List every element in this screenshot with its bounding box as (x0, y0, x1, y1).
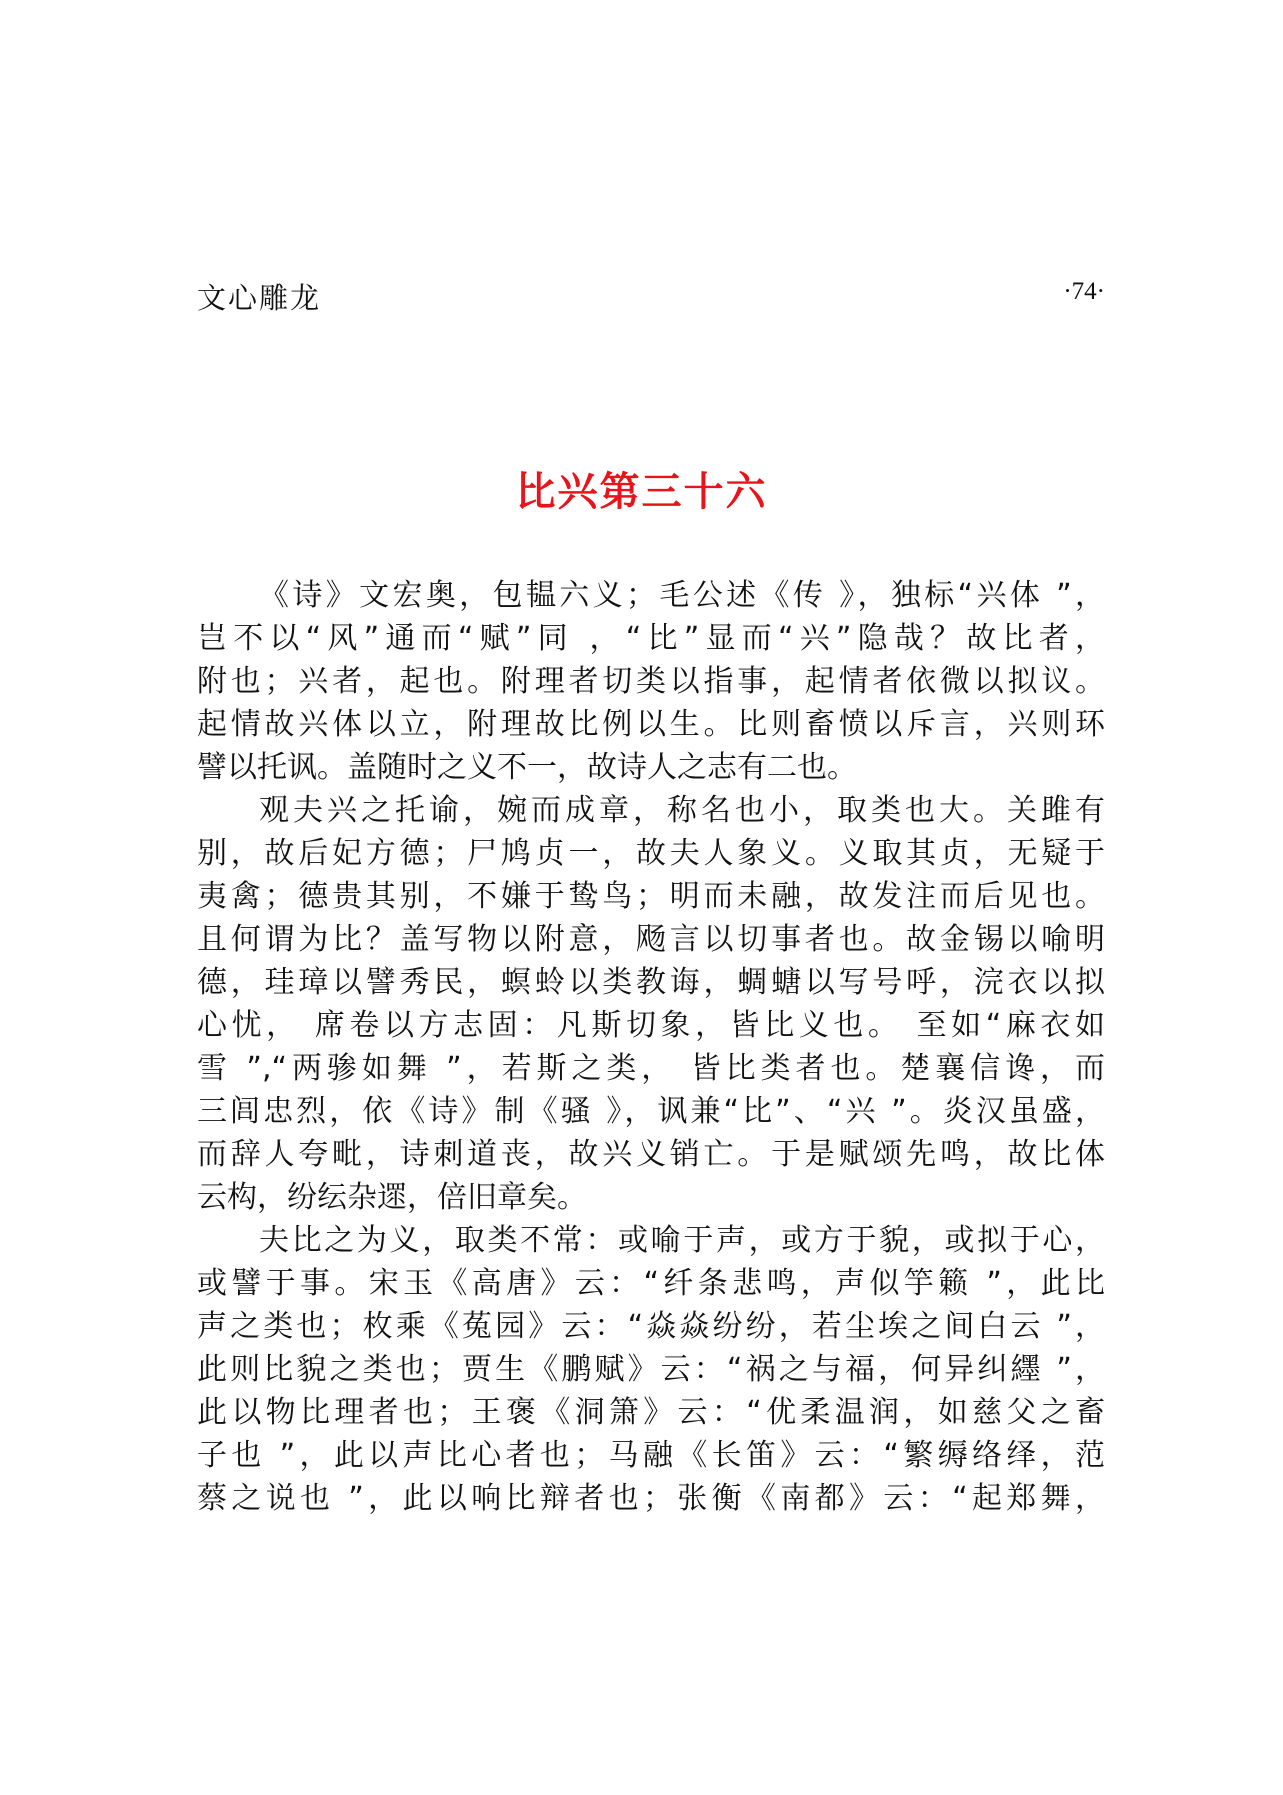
text-line: 雪 ”,“两骖如舞 ”，若斯之类， 皆比类者也。楚襄信谗，而 (197, 1051, 1105, 1086)
text-line: 岂不以“风”通而“赋”同 ，“比”显而“兴”隐哉？故比者， (197, 621, 1105, 656)
page-number: ·74· (1063, 278, 1105, 305)
text-line: 声之类也；枚乘《菟园》云：“焱焱纷纷，若尘埃之间白云 ”， (197, 1309, 1105, 1344)
text-line: 蔡之说也 ”，此以响比辩者也；张衡《南都》云：“起郑舞， (197, 1481, 1105, 1516)
text-line: 夷禽；德贵其别，不嫌于鸷鸟；明而未融，故发注而后见也。 (197, 879, 1105, 914)
text-line: 心忧， 席卷以方志固：凡斯切象，皆比义也。 至如“麻衣如 (197, 1008, 1105, 1043)
text-line: 此以物比理者也；王褒《洞箫》云：“优柔温润，如慈父之畜 (197, 1395, 1105, 1430)
text-line: 《诗》文宏奥，包韫六义；毛公述《传 》，独标“兴体 ”， (259, 578, 1105, 613)
text-line: 夫比之为义，取类不常：或喻于声，或方于貌，或拟于心， (259, 1223, 1105, 1258)
text-line: 子也 ”，此以声比心者也；马融《长笛》云：“繁缛络绎，范 (197, 1438, 1105, 1473)
text-line: 起情故兴体以立，附理故比例以生。比则畜愤以斥言，兴则环 (197, 707, 1105, 742)
text-line: 云构，纷纭杂遝，倍旧章矣。 (197, 1180, 587, 1215)
chapter-title: 比兴第三十六 (515, 469, 768, 515)
running-header (197, 276, 1105, 316)
text-line: 德，珪璋以譬秀民，螟蛉以类教诲，蜩螗以写号呼，浣衣以拟 (197, 965, 1105, 1000)
text-line: 而辞人夸毗，诗刺道丧，故兴义销亡。于是赋颂先鸣，故比体 (197, 1137, 1105, 1172)
body-text (197, 574, 1105, 1520)
text-line: 观夫兴之托谕，婉而成章，称名也小，取类也大。关雎有 (259, 793, 1105, 828)
text-line: 附也；兴者，起也。附理者切类以指事，起情者依微以拟议。 (197, 664, 1105, 699)
text-line: 别，故后妃方德；尸鸠贞一，故夫人象义。义取其贞，无疑于 (197, 836, 1105, 871)
text-line: 譬以托讽。盖随时之义不一，故诗人之志有二也。 (197, 750, 857, 785)
text-line: 三闾忠烈，依《诗》制《骚 》，讽兼“比”、“兴 ”。炎汉虽盛， (197, 1094, 1105, 1129)
text-line: 且何谓为比？盖写物以附意，飏言以切事者也。故金锡以喻明 (197, 922, 1105, 957)
text-line: 此则比貌之类也；贾生《鹏赋》云：“祸之与福，何异纠纆 ”， (197, 1352, 1105, 1387)
text-line: 或譬于事。宋玉《高唐》云：“纤条悲鸣，声似竽籁 ”，此比 (197, 1266, 1105, 1301)
header-book-title: 文心雕龙 (197, 281, 322, 315)
